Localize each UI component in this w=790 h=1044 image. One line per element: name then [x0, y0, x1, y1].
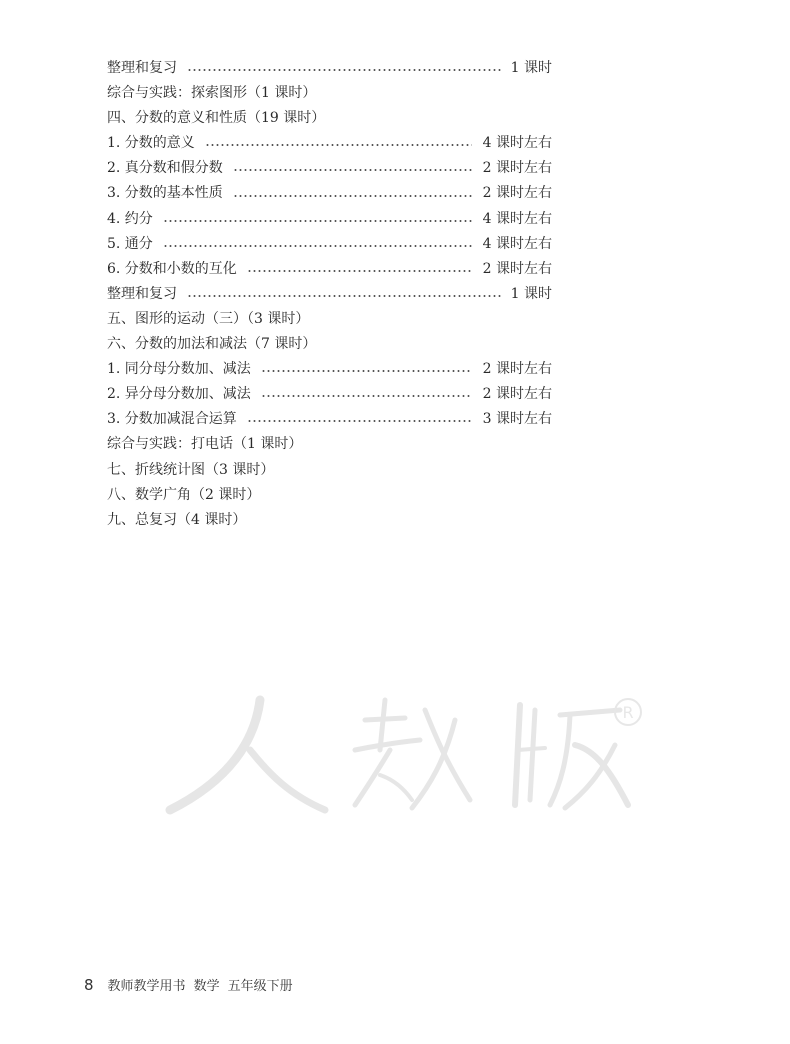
dot-leader [261, 395, 472, 397]
subject-label: 数学 [193, 979, 220, 994]
toc-entry-title: 4. 约分 [107, 210, 153, 227]
toc-entry-title: 综合与实践：探索图形（1 课时） [107, 85, 317, 102]
toc-entry-hours: 2 课时左右 [482, 160, 552, 177]
toc-entry-title: 四、分数的意义和性质（19 课时） [107, 110, 326, 127]
toc-chapter-heading[interactable] [107, 307, 552, 332]
toc-entry-title: 综合与实践：打电话（1 课时） [107, 436, 303, 453]
toc-entry-title: 整理和复习 [107, 60, 177, 76]
toc-entry-hours: 3 课时左右 [482, 411, 552, 428]
toc-entry-title: 3. 分数的基本性质 [107, 185, 223, 202]
publisher-watermark-logo [150, 680, 650, 830]
toc-entry[interactable] [107, 181, 552, 206]
toc-entry[interactable] [107, 382, 552, 407]
toc-entry[interactable] [107, 131, 552, 156]
dot-leader [205, 144, 472, 146]
toc-entry[interactable] [107, 56, 552, 81]
page-number: 8 [84, 976, 94, 994]
svg-text:R: R [622, 703, 634, 722]
toc-entry-hours: 2 课时左右 [482, 386, 552, 403]
toc-entry[interactable] [107, 257, 552, 282]
dot-leader [187, 295, 503, 297]
table-of-contents [107, 56, 552, 533]
toc-entry[interactable] [107, 81, 552, 106]
toc-chapter-heading[interactable] [107, 106, 552, 131]
dot-leader [233, 169, 472, 171]
toc-entry-title: 6. 分数和小数的互化 [107, 260, 237, 277]
grade-label: 五年级下册 [227, 979, 293, 994]
toc-entry-title: 五、图形的运动（三）（3 课时） [107, 310, 310, 327]
toc-entry-hours: 4 课时左右 [482, 210, 552, 227]
toc-chapter-heading[interactable] [107, 458, 552, 483]
toc-entry[interactable] [107, 232, 552, 257]
toc-chapter-heading[interactable] [107, 332, 552, 357]
toc-entry[interactable] [107, 357, 552, 382]
toc-entry-title: 1. 分数的意义 [107, 135, 195, 152]
toc-entry-hours: 1 课时 [510, 285, 552, 302]
toc-entry[interactable] [107, 207, 552, 232]
dot-leader [261, 370, 472, 372]
toc-entry-hours: 4 课时左右 [482, 135, 552, 152]
toc-entry-title: 2. 异分母分数加、减法 [107, 386, 251, 403]
dot-leader [163, 245, 472, 247]
toc-entry-title: 九、总复习（4 课时） [107, 511, 247, 528]
toc-entry-title: 七、折线统计图（3 课时） [107, 461, 275, 478]
toc-entry-hours: 4 课时左右 [482, 235, 552, 252]
dot-leader [187, 69, 503, 71]
toc-chapter-heading[interactable] [107, 508, 552, 533]
toc-entry[interactable] [107, 407, 552, 432]
toc-entry-title: 1. 同分母分数加、减法 [107, 361, 251, 378]
dot-leader [247, 420, 472, 422]
dot-leader [163, 220, 472, 222]
toc-entry-hours: 2 课时左右 [482, 185, 552, 202]
dot-leader [233, 195, 472, 197]
toc-entry-title: 2. 真分数和假分数 [107, 160, 223, 177]
toc-entry-hours: 2 课时左右 [482, 361, 552, 378]
toc-entry-title: 八、数学广角（2 课时） [107, 486, 261, 503]
toc-entry-title: 5. 通分 [107, 235, 153, 252]
toc-entry-title: 3. 分数加减混合运算 [107, 411, 237, 428]
book-title: 教师教学用书 [107, 979, 186, 994]
toc-entry[interactable] [107, 282, 552, 307]
dot-leader [247, 270, 472, 272]
toc-entry-hours: 2 课时左右 [482, 260, 552, 277]
toc-chapter-heading[interactable] [107, 483, 552, 508]
page-footer [84, 975, 293, 994]
toc-entry-title: 整理和复习 [107, 285, 177, 302]
toc-entry-hours: 1 课时 [510, 60, 552, 76]
toc-entry[interactable] [107, 156, 552, 181]
toc-entry[interactable] [107, 432, 552, 457]
toc-entry-title: 六、分数的加法和减法（7 课时） [107, 336, 317, 353]
